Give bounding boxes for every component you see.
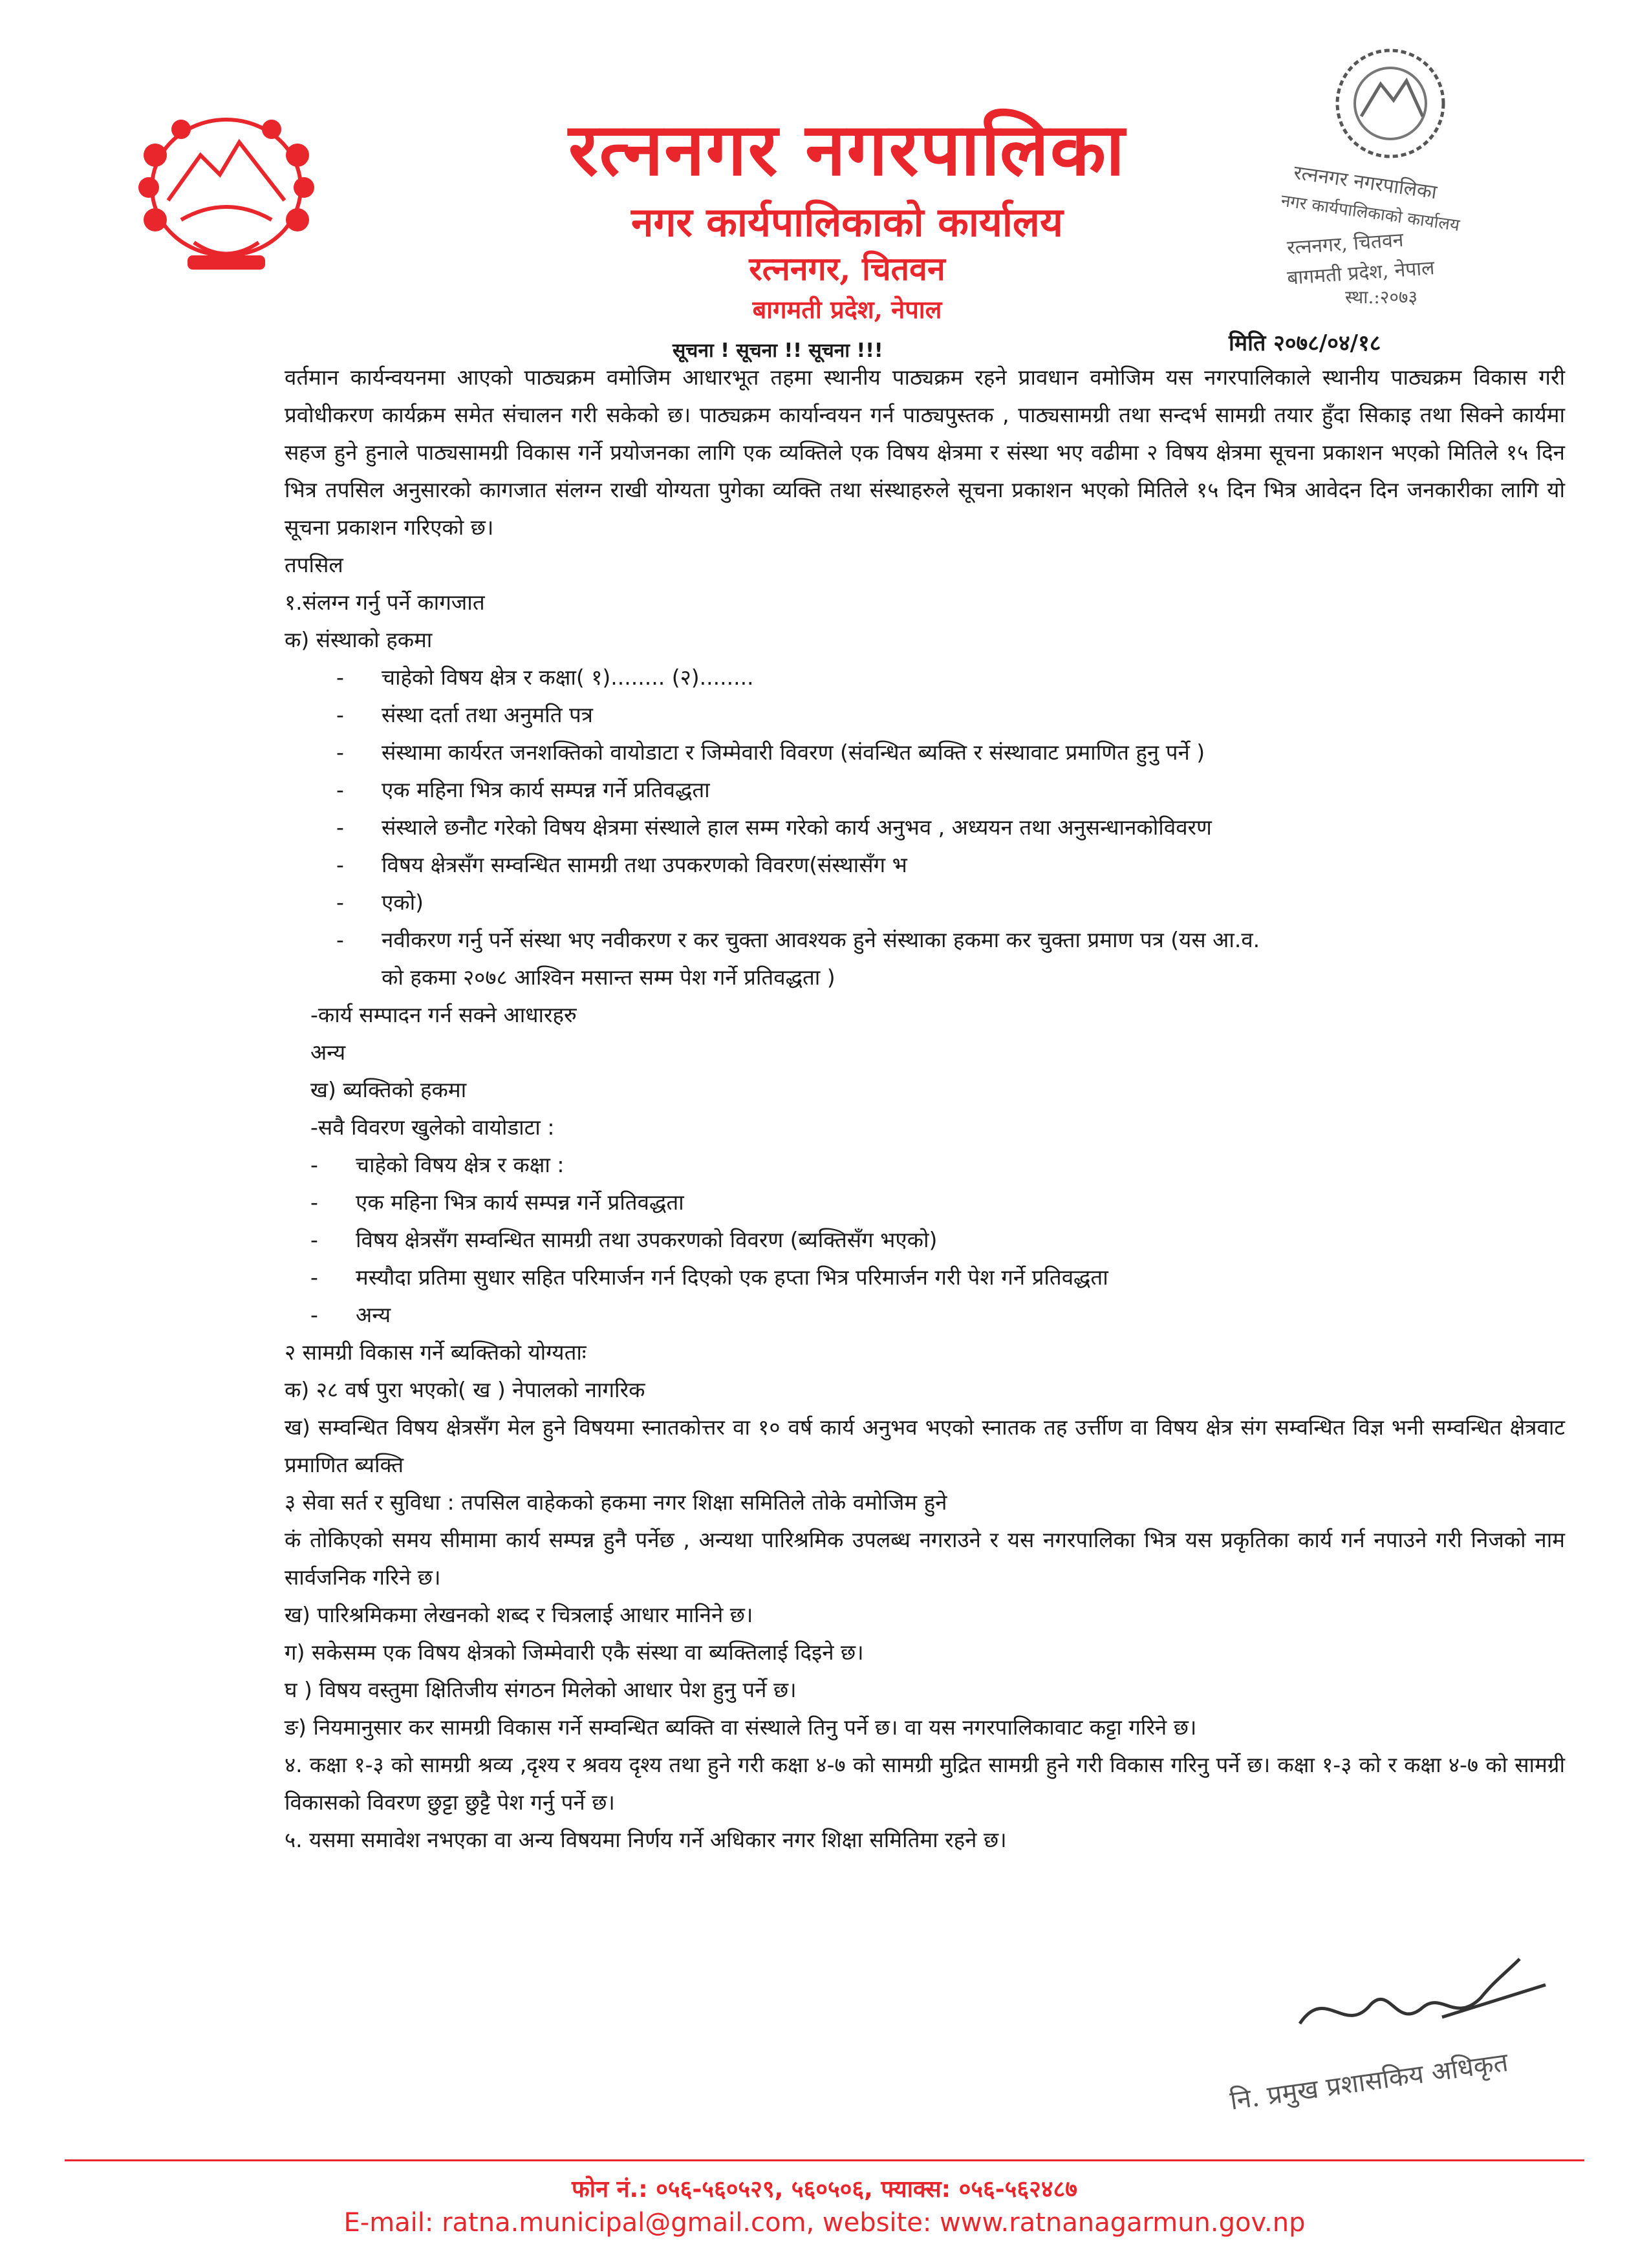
signature-icon [1287, 1946, 1558, 2049]
notice-heading: सूचना ! सूचना !! सूचना !!! [673, 339, 883, 362]
section-3-kha: ख) पारिश्रमिकमा लेखनको शब्द र चित्रलाई आधार मानिने छ। [285, 1602, 753, 1627]
org-basis: -कार्य सम्पादन गर्न सक्ने आधारहरु [310, 1002, 577, 1027]
stamp-seal-icon [1326, 45, 1455, 162]
page-title: रत्ननगर नगरपालिका [568, 107, 1126, 192]
list-item: - संस्थाले छनौट गरेको विषय क्षेत्रमा संस्थाले हाल सम्म गरेको कार्य अनुभव , अध्ययन तथा अनुसन्धानकोविवरण [336, 815, 1212, 840]
list-item: - चाहेको विषय क्षेत्र र कक्षा( १)........ (२)........ [336, 665, 754, 690]
list-item: - संस्थामा कार्यरत जनशक्तिको वायोडाटा र जिम्मेवारी विवरण (संवन्धित ब्यक्ति र संस्थावाट प्रमाणित हुनु पर्ने ) [336, 740, 1205, 765]
org-item-list [285, 659, 1565, 996]
stamp-line-3: रत्ननगर, चितवन [1286, 228, 1405, 260]
person-intro: -सवै विवरण खुलेको वायोडाटा : [310, 1115, 555, 1140]
section-3-ka: कं तोकिएको समय सीमामा कार्य सम्पन्न हुनै पर्नेछ , अन्यथा पारिश्रमिक उपलब्ध नगराउने र यस नगरपालिका भित्र यस प्रकृतिका कार्य गर्न नपाउने गरी निजको नाम सार्वजनिक गरिने छ। [285, 1527, 1565, 1590]
list-item: - विषय क्षेत्रसँग सम्वन्धित सामग्री तथा उपकरणको विवरण(संस्थासँग भ [336, 852, 907, 877]
notice-date: मिति २०७८/०४/१८ [1229, 330, 1381, 356]
section-3-nga: ङ) नियमानुसार कर सामग्री विकास गर्ने सम्वन्धित ब्यक्ति वा संस्थाले तिनु पर्ने छ। वा यस नगरपालिकावाट कट्टा गरिने छ। [285, 1715, 1197, 1740]
list-item: - विषय क्षेत्रसँग सम्वन्धित सामग्री तथा उपकरणको विवरण (ब्यक्तिसँग भएको) [310, 1227, 938, 1252]
section-2-ka: क) २८ वर्ष पुरा भएको( ख ) नेपालको नागरिक [285, 1377, 645, 1402]
list-item: - चाहेको विषय क्षेत्र र कक्षा : [310, 1152, 565, 1177]
section-5: ५. यसमा समावेश नभएका वा अन्य विषयमा निर्णय गर्ने अधिकार नगर शिक्षा समितिमा रहने छ। [285, 1827, 1007, 1852]
list-item: - एक महिना भित्र कार्य सम्पन्न गर्ने प्रतिवद्धता [336, 777, 710, 802]
notice-body [285, 359, 1565, 1859]
footer-contact: E-mail: ratna.municipal@gmail.com, website: www.ratnanagarmun.gov.np [343, 2208, 1306, 2238]
org-other: अन्य [310, 1040, 346, 1065]
intro-paragraph: वर्तमान कार्यन्वयनमा आएको पाठ्यक्रम वमोजिम आधारभूत तहमा स्थानीय पाठ्यक्रम रहने प्रावधान वमोजिम यस नगरपालिकाले स्थानीय पाठ्यक्रम विकास गरी प्रवोधीकरण कार्यक्रम समेत संचालन गरी सकेको छ। पाठ्यक्रम कार्यान्वयन गर्न पाठ्यपुस्तक , पाठ्यसामग्री तथा सन्दर्भ सामग्री तयार हुँदा सिकाइ तथा सिक्ने कार्यमा सहज हुने हुनाले पाठ्यसामग्री विकास गर्ने प्रयोजनका लागि एक व्यक्तिले एक विषय क्षेत्रमा र संस्था भए वढीमा २ विषय क्षेत्रमा सूचना प्रकाशन भएको मितिले १५ दिन भित्र तपसिल अनुसारको कागजात संलग्न राखी योग्यता पुगेका व्यक्ति तथा संस्थाहरुले सूचना प्रकाशन भएको मितिले १५ दिन भित्र आवेदन दिन जनकारीका लागि यो सूचना प्रकाशन गरिएको छ। [285, 365, 1565, 540]
section-2-heading: २ सामग्री विकास गर्ने ब्यक्तिको योग्यताः [285, 1340, 587, 1365]
office-stamp [1267, 45, 1513, 308]
list-item: - संस्था दर्ता तथा अनुमति पत्र [336, 702, 593, 727]
stamp-line-1: रत्ननगर नगरपालिका [1292, 161, 1439, 204]
section-1-kha: ख) ब्यक्तिको हकमा [310, 1077, 467, 1102]
footer-divider [65, 2159, 1584, 2161]
nepal-emblem-icon [129, 103, 323, 284]
section-4: ४. कक्षा १-३ को सामग्री श्रव्य ,दृश्य र श्रवय दृश्य तथा हुने गरी कक्षा ४-७ को सामग्री मुद्रित सामग्री हुने गरी विकास गरिनु पर्ने छ। कक्षा १-३ को र कक्षा ४-७ को सामग्री विकासको विवरण छुट्टा छुट्टै पेश गर्नु पर्ने छ। [285, 1752, 1565, 1815]
section-3-heading: ३ सेवा सर्त र सुविधा : तपसिल वाहेकको हकमा नगर शिक्षा समितिले तोके वमोजिम हुने [285, 1490, 947, 1515]
list-item: - नवीकरण गर्नु पर्ने संस्था भए नवीकरण र कर चुक्ता आवश्यक हुने संस्थाका हकमा कर चुक्ता प्रमाण पत्र (यस आ.व. [336, 927, 1260, 952]
section-3-gha: घ ) विषय वस्तुमा क्षितिजीय संगठन मिलेको आधार पेश हुनु पर्ने छ। [285, 1677, 797, 1702]
section-2-kha: ख) सम्वन्धित विषय क्षेत्रसँग मेल हुने विषयमा स्नातकोत्तर वा १० वर्ष कार्य अनुभव भएको स्नातक तह उर्त्तीण वा विषय क्षेत्र संग सम्वन्धित विज्ञ भनी सम्वन्धित क्षेत्रवाट प्रमाणित ब्यक्ति [285, 1415, 1565, 1477]
footer-phone: फोन नं.: ०५६-५६०५२९, ५६०५०६, फ्याक्स: ०५६-५६२४८७ [571, 2176, 1077, 2203]
list-item: - एक महिना भित्र कार्य सम्पन्न गर्ने प्रतिवद्धता [310, 1190, 684, 1215]
office-subtitle: नगर कार्यपालिकाको कार्यालय [631, 198, 1063, 246]
list-item: - एको) [336, 890, 424, 915]
signatory-title: नि. प्रमुख प्रशासकिय अधिकृत [1228, 2048, 1510, 2116]
office-city: रत्ननगर, चितवन [749, 250, 945, 288]
section-3-ga: ग) सकेसम्म एक विषय क्षेत्रको जिम्मेवारी एकै संस्था वा ब्यक्तिलाई दिइने छ। [285, 1640, 864, 1665]
stamp-line-4: बागमती प्रदेश, नेपाल [1286, 257, 1436, 290]
stamp-line-2: नगर कार्यपालिकाको कार्यालय [1279, 191, 1461, 236]
section-1-heading: १.संलग्न गर्नु पर्ने कागजात [285, 590, 485, 615]
office-province: बागमती प्रदेश, नेपाल [752, 295, 942, 324]
tapasil-heading: तपसिल [285, 552, 343, 577]
list-item: - अन्य [310, 1302, 391, 1327]
section-1-ka: क) संस्थाको हकमा [285, 627, 433, 652]
list-item: - मस्यौदा प्रतिमा सुधार सहित परिमार्जन गर्न दिएको एक हप्ता भित्र परिमार्जन गरी पेश गर्ने प्रतिवद्धता [310, 1265, 1108, 1290]
list-item-continuation: को हकमा २०७८ आश्विन मसान्त सम्म पेश गर्ने प्रतिवद्धता ) [382, 965, 835, 990]
person-item-list [285, 1146, 1565, 1334]
stamp-line-5: स्था.:२०७३ [1345, 286, 1418, 308]
